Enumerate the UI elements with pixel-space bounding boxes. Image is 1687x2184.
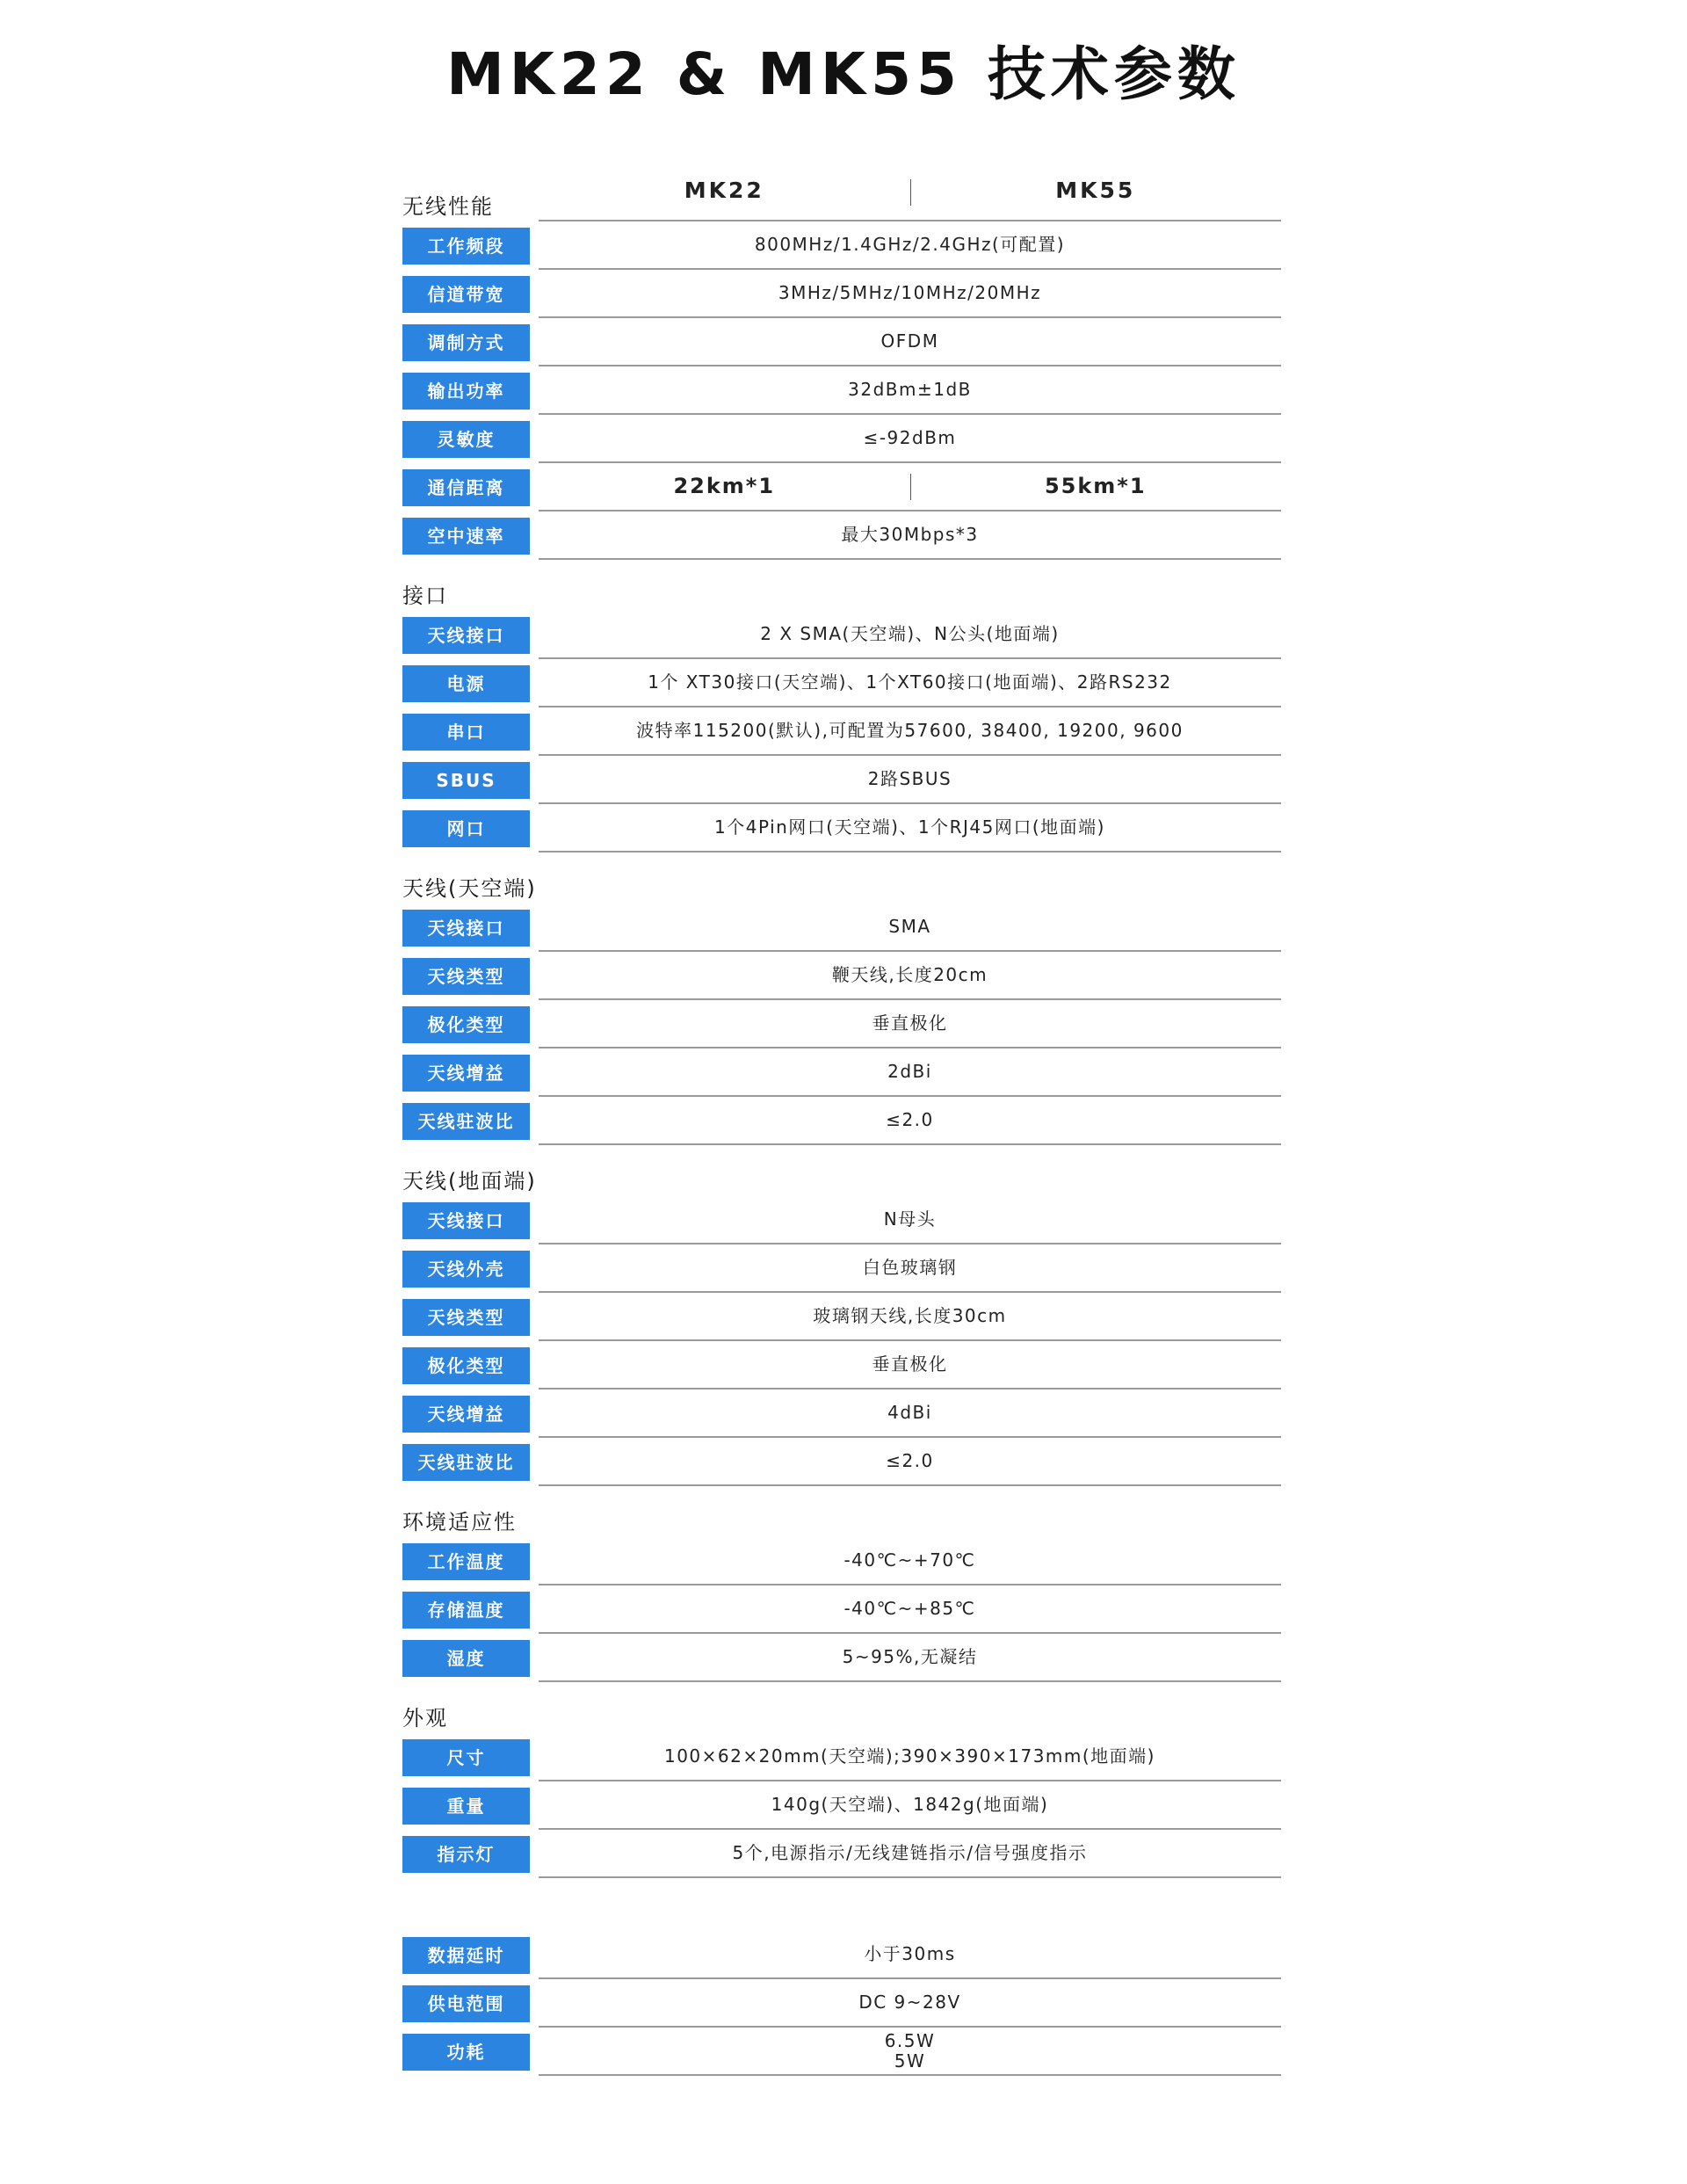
spec-value-mk22: 22km*1 xyxy=(673,474,776,498)
spec-value: 100×62×20mm(天空端);390×390×173mm(地面端) xyxy=(663,1745,1155,1767)
spec-row xyxy=(402,1341,1285,1389)
spec-row xyxy=(402,1048,1285,1097)
spec-value xyxy=(539,2028,1281,2074)
spec-value-cell xyxy=(539,707,1281,756)
spec-value: 3MHz/5MHz/10MHz/20MHz xyxy=(778,282,1042,303)
spec-row xyxy=(402,1389,1285,1438)
spec-value-cell xyxy=(539,1341,1281,1389)
spec-value: OFDM xyxy=(880,330,939,352)
spec-value-cell xyxy=(539,804,1281,853)
spec-label: 重量 xyxy=(402,1788,530,1825)
spec-value-line: 6.5W xyxy=(884,2030,936,2051)
spec-row xyxy=(402,1979,1285,2028)
spec-value-cell xyxy=(539,512,1281,560)
spec-row xyxy=(402,1781,1285,1830)
spec-row xyxy=(402,1000,1285,1048)
spec-section xyxy=(402,1145,1285,1486)
spec-value: 最大30Mbps*3 xyxy=(841,524,979,545)
spec-table xyxy=(402,167,1285,2076)
spec-value-cell xyxy=(539,270,1281,318)
spec-value: -40℃~+85℃ xyxy=(844,1598,976,1619)
spec-value-mk55: 55km*1 xyxy=(1044,474,1147,498)
spec-label: 数据延时 xyxy=(402,1937,530,1974)
spec-label: 天线接口 xyxy=(402,910,530,947)
spec-value-cell xyxy=(539,611,1281,659)
spec-label: 供电范围 xyxy=(402,1985,530,2022)
spec-label: SBUS xyxy=(402,762,530,799)
spec-row xyxy=(402,952,1285,1000)
spec-row xyxy=(402,707,1285,756)
spec-label: 湿度 xyxy=(402,1640,530,1677)
spec-label: 通信距离 xyxy=(402,469,530,506)
spec-value-cell xyxy=(539,366,1281,415)
spec-value: 1个 XT30接口(天空端)、1个XT60接口(地面端)、2路RS232 xyxy=(648,671,1172,693)
spec-value-cell xyxy=(539,463,1281,512)
section-title: 天线(天空端) xyxy=(402,876,537,901)
spec-label: 天线类型 xyxy=(402,958,530,995)
spec-label: 天线增益 xyxy=(402,1396,530,1433)
spec-row xyxy=(402,1097,1285,1145)
spec-value: 2路SBUS xyxy=(867,768,952,789)
spec-row xyxy=(402,611,1285,659)
spec-value-cell xyxy=(539,1438,1281,1486)
spec-value: 小于30ms xyxy=(864,1943,956,1964)
spec-value-cell xyxy=(539,2028,1281,2076)
spec-row xyxy=(402,221,1285,270)
column-header-row xyxy=(539,167,1281,221)
section-title xyxy=(402,1878,1285,1931)
section-title: 无线性能 xyxy=(402,194,494,219)
spec-value-cell xyxy=(539,415,1281,463)
spec-label: 天线增益 xyxy=(402,1055,530,1092)
spec-value: 垂直极化 xyxy=(872,1012,948,1034)
spec-label: 极化类型 xyxy=(402,1006,530,1043)
spec-row xyxy=(402,318,1285,366)
spec-row xyxy=(402,903,1285,952)
spec-value-cell xyxy=(539,1244,1281,1293)
spec-section xyxy=(402,1682,1285,1878)
spec-value-cell xyxy=(539,318,1281,366)
spec-row xyxy=(402,756,1285,804)
spec-row xyxy=(402,366,1285,415)
spec-label: 调制方式 xyxy=(402,324,530,361)
spec-label: 工作温度 xyxy=(402,1543,530,1580)
spec-label: 天线类型 xyxy=(402,1299,530,1336)
spec-label: 串口 xyxy=(402,714,530,751)
spec-row xyxy=(402,659,1285,707)
spec-row xyxy=(402,1244,1285,1293)
spec-value: 2dBi xyxy=(887,1061,932,1082)
spec-value-line: 5W xyxy=(894,2050,926,2072)
spec-row xyxy=(402,1537,1285,1585)
spec-row xyxy=(402,1830,1285,1878)
spec-value: 垂直极化 xyxy=(872,1353,948,1375)
spec-label: 天线接口 xyxy=(402,617,530,654)
spec-value-cell xyxy=(539,1979,1281,2028)
spec-value-cell xyxy=(539,659,1281,707)
spec-value: -40℃~+70℃ xyxy=(844,1549,976,1571)
spec-value: ≤2.0 xyxy=(886,1109,934,1130)
spec-row xyxy=(402,1931,1285,1979)
spec-value-cell xyxy=(539,1000,1281,1048)
spec-value: 1个4Pin网口(天空端)、1个RJ45网口(地面端) xyxy=(714,816,1105,838)
spec-value: SMA xyxy=(888,916,931,937)
spec-value-cell xyxy=(539,1196,1281,1244)
spec-label: 尺寸 xyxy=(402,1739,530,1776)
spec-label: 灵敏度 xyxy=(402,421,530,458)
spec-value: N母头 xyxy=(883,1208,937,1230)
page-title: MK22 & MK55 技术参数 xyxy=(446,40,1241,108)
spec-value: ≤2.0 xyxy=(886,1450,934,1471)
spec-label: 网口 xyxy=(402,810,530,847)
section-title: 外观 xyxy=(402,1706,448,1731)
spec-row xyxy=(402,1733,1285,1781)
spec-section xyxy=(402,560,1285,853)
spec-row xyxy=(402,1196,1285,1244)
spec-value: ≤-92dBm xyxy=(863,427,957,448)
spec-value: 玻璃钢天线,长度30cm xyxy=(813,1305,1007,1326)
spec-label: 工作频段 xyxy=(402,228,530,265)
section-title: 环境适应性 xyxy=(402,1510,517,1535)
spec-value-cell xyxy=(539,1733,1281,1781)
spec-section xyxy=(402,1878,1285,2076)
spec-value: 2 X SMA(天空端)、N公头(地面端) xyxy=(760,623,1060,644)
spec-value-cell xyxy=(539,1048,1281,1097)
spec-row xyxy=(402,1634,1285,1682)
spec-value-cell xyxy=(539,1537,1281,1585)
spec-value: 140g(天空端)、1842g(地面端) xyxy=(771,1794,1049,1815)
spec-value-cell xyxy=(539,1830,1281,1878)
spec-value-cell xyxy=(539,1634,1281,1682)
spec-value-cell xyxy=(539,756,1281,804)
spec-row xyxy=(402,512,1285,560)
spec-value: 800MHz/1.4GHz/2.4GHz(可配置) xyxy=(754,234,1066,255)
spec-label: 天线驻波比 xyxy=(402,1444,530,1481)
spec-value-cell xyxy=(539,903,1281,952)
spec-row xyxy=(402,1438,1285,1486)
spec-value-cell xyxy=(539,1931,1281,1979)
spec-row xyxy=(402,1293,1285,1341)
spec-label: 天线外壳 xyxy=(402,1251,530,1288)
spec-label: 天线接口 xyxy=(402,1202,530,1239)
spec-section xyxy=(402,1486,1285,1682)
spec-row xyxy=(402,1585,1285,1634)
spec-value-cell xyxy=(539,221,1281,270)
spec-row xyxy=(402,270,1285,318)
section-title: 天线(地面端) xyxy=(402,1169,537,1194)
spec-value: DC 9~28V xyxy=(858,1992,961,2013)
spec-value-cell xyxy=(539,1389,1281,1438)
spec-label: 天线驻波比 xyxy=(402,1103,530,1140)
spec-value: 5~95%,无凝结 xyxy=(842,1646,978,1667)
spec-label: 电源 xyxy=(402,665,530,702)
spec-label: 信道带宽 xyxy=(402,276,530,313)
spec-label: 存储温度 xyxy=(402,1592,530,1629)
spec-value-cell xyxy=(539,952,1281,1000)
spec-section xyxy=(402,194,1285,560)
spec-value-cell xyxy=(539,1097,1281,1145)
spec-value: 波特率115200(默认),可配置为57600, 38400, 19200, 9600 xyxy=(636,720,1184,741)
spec-label: 极化类型 xyxy=(402,1347,530,1384)
section-title: 接口 xyxy=(402,584,448,608)
spec-label: 功耗 xyxy=(402,2034,530,2071)
spec-section xyxy=(402,853,1285,1145)
spec-value: 白色玻璃钢 xyxy=(862,1257,958,1278)
spec-label: 输出功率 xyxy=(402,373,530,410)
spec-value-cell xyxy=(539,1585,1281,1634)
spec-value-cell xyxy=(539,1781,1281,1830)
spec-value: 4dBi xyxy=(887,1402,932,1423)
column-header-mk22: MK22 xyxy=(684,178,764,203)
spec-row xyxy=(402,415,1285,463)
spec-label: 空中速率 xyxy=(402,518,530,555)
spec-value-cell xyxy=(539,1293,1281,1341)
spec-label: 指示灯 xyxy=(402,1836,530,1873)
spec-value: 32dBm±1dB xyxy=(848,379,972,400)
spec-row xyxy=(402,463,1285,512)
spec-value: 5个,电源指示/无线建链指示/信号强度指示 xyxy=(732,1842,1088,1863)
spec-value: 鞭天线,长度20cm xyxy=(831,964,988,985)
spec-row xyxy=(402,2028,1285,2076)
spec-row xyxy=(402,804,1285,853)
column-header-mk55: MK55 xyxy=(1055,178,1136,203)
